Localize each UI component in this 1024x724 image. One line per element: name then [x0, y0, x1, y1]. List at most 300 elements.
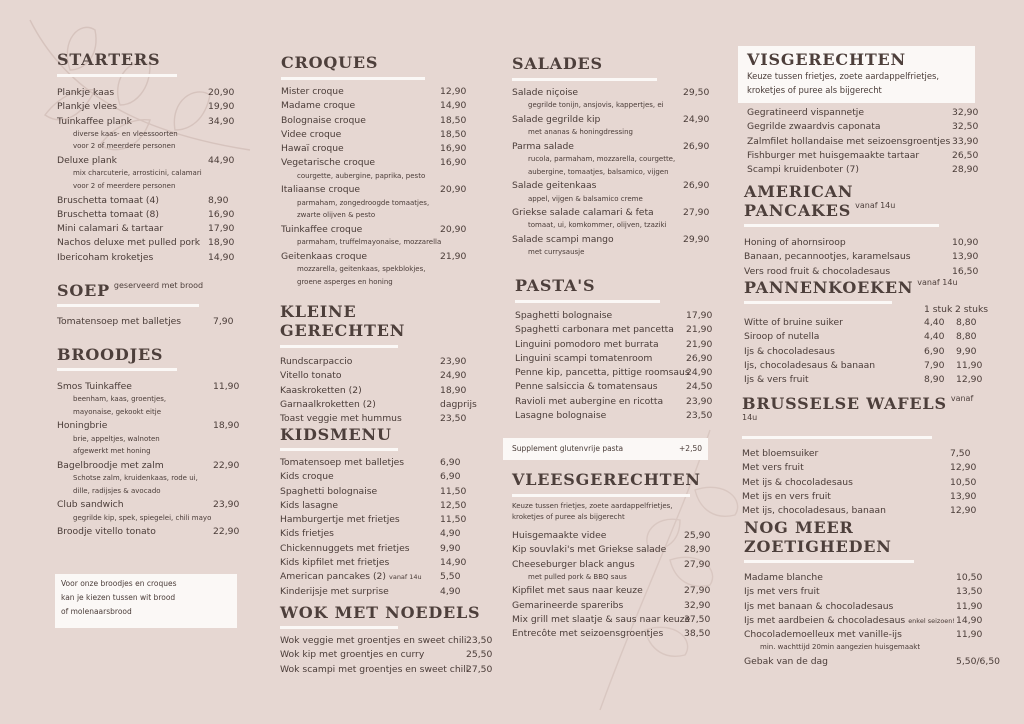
text-line: kroketjes of puree als bijgerecht	[512, 513, 625, 521]
divider	[57, 304, 199, 307]
item-name: Garnaalkroketten (2)	[280, 398, 376, 410]
item-price: 26,90	[683, 140, 710, 152]
item-description: met pulled pork & BBQ saus	[528, 572, 627, 581]
item-name: Tuinkaffee plank	[57, 115, 132, 127]
item-price: 20,90	[440, 223, 467, 235]
item-description: dille, radijsjes & avocado	[73, 486, 161, 495]
item-price: 27,90	[684, 585, 711, 597]
kidsmenu-list	[280, 457, 465, 600]
menu-item	[512, 585, 710, 599]
item-name: Kinderijsje met surprise	[280, 585, 389, 597]
item-price: 24,90	[686, 367, 713, 379]
item-name: Ijs met aardbeien & chocoladesaus enkel seizoen!	[744, 614, 956, 626]
item-price: 13,50	[956, 586, 983, 598]
item-name: Spaghetti carbonara met pancetta	[515, 324, 674, 336]
item-price: 23,90	[686, 395, 713, 407]
item-name: Ibericoham kroketjes	[57, 251, 154, 263]
menu-item	[744, 656, 1001, 670]
divider	[515, 300, 660, 303]
item-price-1-stuk: 4,40	[924, 317, 945, 328]
item-name: Honingbrie	[57, 420, 108, 432]
item-price-2-stuks: 9,90	[956, 345, 977, 357]
item-description: afgewerkt met honing	[73, 447, 151, 456]
item-name: Vitello tonato	[280, 370, 342, 382]
menu-item	[512, 87, 710, 101]
menu-item	[512, 140, 710, 155]
menu-item	[57, 87, 237, 101]
zoetigheden-list	[744, 572, 1001, 670]
vleesgerechten-list	[512, 530, 710, 643]
item-price: 37,50	[684, 614, 711, 626]
item-name: Kids croque	[280, 471, 334, 483]
supplement-box	[503, 438, 708, 460]
menu-item	[281, 184, 467, 198]
item-name: Bagelbroodje met zalm	[57, 459, 164, 471]
menu-item	[280, 649, 495, 663]
item-price: 16,90	[440, 157, 467, 169]
wafels-section	[742, 394, 977, 519]
visgerechten-title: VISGERECHTEN	[747, 50, 906, 69]
item-price: 24,90	[440, 370, 467, 382]
item-tag: vanaf 14u	[388, 573, 422, 582]
supplement-name: Supplement glutenvrije pasta	[512, 444, 624, 453]
starters-section	[57, 50, 237, 266]
item-description: tomaat, ui, komkommer, olijven, tzaziki	[528, 221, 667, 230]
item-name: Gegrilde zwaardvis caponata	[747, 121, 881, 133]
item-name: Tuinkaffee croque	[281, 223, 363, 235]
zoetigheden-title: NOG MEER ZOETIGHEDEN	[744, 518, 892, 556]
item-name: Italiaanse croque	[281, 184, 361, 196]
item-name: Parma salade	[512, 140, 574, 152]
text-line: Keuze tussen frietjes, zoete aardappelfrietjes,	[512, 502, 673, 510]
item-description: met ananas & honingdressing	[528, 128, 633, 137]
item-price: 5,50	[440, 571, 461, 583]
menu-item	[515, 367, 713, 381]
item-name: Scampi kruidenboter (7)	[747, 164, 859, 176]
item-price: 7,50	[950, 448, 971, 459]
item-price: 16,90	[440, 143, 467, 155]
item-price-2-stuks: 8,80	[956, 317, 977, 328]
item-price: 18,50	[440, 128, 467, 140]
kidsmenu-title: KIDSMENU	[280, 425, 392, 444]
item-name: Griekse salade calamari & feta	[512, 207, 654, 219]
item-price: 20,90	[440, 184, 467, 196]
menu-item	[512, 559, 710, 573]
menu-item	[280, 543, 465, 557]
item-description: mix charcuterie, arrosticini, calamari	[73, 169, 202, 178]
salades-title: SALADES	[512, 54, 603, 73]
item-description: parmaham, truffelmayonaise, mozzarella	[297, 238, 442, 247]
item-price: 26,90	[686, 352, 713, 364]
menu-item	[280, 385, 465, 399]
croques-list	[281, 86, 467, 290]
item-name: Madame croque	[281, 100, 356, 112]
menu-item	[744, 374, 984, 388]
item-description: diverse kaas- en vleessoorten	[73, 129, 178, 138]
item-name: Kaaskroketten (2)	[280, 384, 362, 396]
menu-item	[744, 615, 982, 629]
menu-item	[747, 135, 979, 150]
item-name: Met ijs & chocoladesaus	[742, 476, 853, 488]
menu-item	[280, 356, 465, 370]
item-name: Honing of ahornsiroop	[744, 237, 846, 248]
item-description: appel, vijgen & balsamico creme	[528, 194, 643, 203]
text-line: of molenaarsbrood	[61, 607, 132, 616]
divider	[512, 494, 690, 497]
menu-item	[280, 398, 477, 413]
menu-item	[280, 471, 465, 485]
item-name: Kipfilet met saus naar keuze	[512, 585, 643, 597]
item-price: 12,90	[950, 505, 977, 517]
visgerechten-list	[747, 107, 979, 178]
menu-item	[57, 252, 237, 266]
text-line: Voor onze broodjes en croques	[61, 579, 177, 588]
item-price-2-stuks: 12,90	[956, 374, 983, 386]
item-price: 10,50	[956, 572, 983, 583]
wok-section	[280, 603, 495, 678]
menu-item	[742, 476, 977, 491]
item-price: 11,50	[440, 514, 467, 526]
soep-list	[57, 316, 237, 330]
menu-item	[281, 143, 467, 157]
item-name: Met ijs en vers fruit	[742, 490, 831, 502]
broodjes-title: BROODJES	[57, 345, 164, 364]
item-name: Ijs met banaan & chocoladesaus	[744, 600, 894, 612]
item-price: 32,90	[684, 599, 711, 611]
text-line: kan je kiezen tussen wit brood	[61, 593, 176, 602]
item-price: 22,90	[213, 526, 240, 538]
pannenkoeken-note: vanaf 14u	[917, 278, 958, 287]
item-name: Toast veggie met hummus	[280, 413, 402, 425]
menu-item	[281, 114, 467, 129]
menu-item	[744, 251, 979, 265]
visgerechten-section	[747, 107, 979, 178]
pastas-title: PASTA'S	[515, 276, 596, 295]
menu-item	[281, 86, 467, 100]
item-name: Mix grill met slaatje & saus naar keuze	[512, 614, 691, 626]
item-price-1-stuk: 4,40	[924, 331, 945, 343]
item-price: 12,50	[440, 499, 467, 511]
item-price: 23,50	[686, 410, 713, 422]
item-name: Salade scampi mango	[512, 234, 614, 246]
item-price: dagprijs	[440, 398, 477, 410]
item-price: 14,90	[956, 614, 983, 626]
item-name: Tomatensoep met balletjes	[280, 457, 405, 468]
item-description: mozzarella, geitenkaas, spekblokjes,	[297, 265, 426, 274]
item-description: parmaham, zongedroogde tomaatjes,	[297, 198, 430, 207]
col-header-1-stuk: 1 stuk	[924, 304, 953, 315]
visgerechten-header-box	[738, 46, 975, 103]
item-description: beenham, kaas, groentjes,	[73, 395, 167, 404]
item-price: 21,90	[686, 324, 713, 336]
pannenkoeken-column-headers	[744, 304, 989, 317]
menu-item	[280, 571, 465, 585]
pannenkoeken-section	[744, 278, 989, 388]
menu-item	[515, 352, 713, 367]
vleesgerechten-section	[512, 470, 710, 643]
item-price: 20,90	[208, 87, 235, 98]
item-price: 27,50	[466, 663, 493, 675]
item-name: Smos Tuinkaffee	[57, 381, 132, 392]
menu-item	[512, 234, 710, 248]
broodjes-list	[57, 381, 239, 541]
supplement-price: +2,50	[679, 444, 702, 453]
vleesgerechten-description	[512, 501, 710, 523]
divider	[57, 368, 177, 371]
item-price: 23,50	[466, 635, 493, 646]
item-price: 4,90	[440, 585, 461, 597]
american-pancakes-section	[744, 182, 979, 280]
item-name: Ijs & chocoladesaus	[744, 345, 835, 357]
croques-title: CROQUES	[281, 53, 379, 72]
menu-item	[515, 310, 713, 324]
item-name: Wok scampi met groentjes en sweet chili	[280, 663, 469, 675]
item-name: Bruschetta tomaat (4)	[57, 194, 159, 206]
item-name: Bolognaise croque	[281, 114, 366, 126]
item-name: Hamburgertje met frietjes	[280, 514, 400, 526]
item-name: Mini calamari & tartaar	[57, 223, 164, 235]
item-tag: enkel seizoen!	[908, 616, 956, 625]
item-price: 32,50	[952, 121, 979, 133]
item-name: Tomatensoep met balletjes	[57, 316, 182, 327]
visgerechten-description	[747, 69, 966, 97]
salades-list	[512, 87, 710, 261]
soep-note: geserveerd met brood	[113, 281, 204, 290]
item-name: Fishburger met huisgemaakte tartaar	[747, 149, 920, 161]
menu-item	[744, 586, 982, 600]
item-price: 25,90	[684, 530, 711, 541]
item-price-2-stuks: 11,90	[956, 359, 983, 371]
menu-item	[281, 157, 467, 171]
menu-item	[742, 462, 977, 476]
item-price: 29,50	[683, 87, 710, 98]
item-price: 26,90	[683, 180, 710, 192]
item-name: Penne salsiccia & tomatensaus	[515, 381, 658, 393]
menu-item	[515, 410, 713, 424]
menu-item	[515, 395, 713, 410]
item-name: Wok veggie met groentjes en sweet chili	[280, 635, 467, 646]
item-name: Spaghetti bolognaise	[515, 310, 613, 321]
item-name: American pancakes (2) vanaf 14u	[280, 571, 422, 583]
item-price: 18,90	[440, 384, 467, 396]
item-price: 24,50	[686, 381, 713, 393]
soep-section	[57, 281, 237, 330]
divider	[280, 626, 398, 629]
menu-item	[57, 499, 239, 513]
item-name: Plankje vlees	[57, 101, 118, 113]
starters-list	[57, 87, 237, 266]
pannenkoeken-title: PANNENKOEKEN $^{vanaf 14u}$	[744, 278, 958, 297]
item-description: groene asperges en honing	[297, 277, 393, 286]
item-description: voor 2 of meerdere personen	[73, 142, 176, 151]
item-price: 6,90	[440, 471, 461, 483]
wafels-title: BRUSSELSE WAFELS $^{vanaf 14u}$	[742, 394, 974, 422]
item-price: 6,90	[440, 457, 461, 468]
menu-item	[57, 316, 237, 330]
menu-item	[744, 331, 984, 345]
menu-item	[57, 101, 237, 115]
item-price: 11,90	[956, 600, 983, 612]
item-name: Lasagne bolognaise	[515, 410, 607, 422]
menu-item	[281, 250, 467, 265]
item-description: met currysausje	[528, 248, 585, 257]
item-name: Deluxe plank	[57, 155, 117, 167]
item-price: 14,90	[440, 100, 467, 112]
menu-item	[744, 629, 982, 643]
item-name: Vegetarische croque	[281, 157, 376, 169]
item-name: Met ijs, chocoladesaus, banaan	[742, 505, 886, 517]
menu-item	[281, 128, 467, 143]
menu-item	[57, 155, 237, 169]
menu-item	[742, 448, 974, 462]
menu-item	[280, 370, 465, 384]
item-description: aubergine, tomaatjes, balsamico, vijgen	[528, 167, 669, 176]
menu-item	[57, 460, 239, 474]
menu-item	[512, 180, 710, 194]
item-price: 26,50	[952, 149, 979, 161]
menu-item	[744, 346, 984, 360]
item-price: 19,90	[208, 101, 235, 113]
item-name: Gemarineerde spareribs	[512, 599, 624, 611]
broodjes-section	[57, 345, 239, 541]
item-description: rucola, parmaham, mozzarella, courgette,	[528, 155, 676, 164]
menu-item	[512, 544, 710, 558]
item-price: 8,90	[208, 194, 229, 206]
item-price: 22,90	[213, 459, 240, 471]
item-name: Met vers fruit	[742, 462, 804, 474]
american-pancakes-title: AMERICAN PANCAKES $^{vanaf 14u}$	[744, 182, 896, 220]
menu-item	[747, 107, 979, 121]
divider	[744, 560, 914, 563]
item-price: 18,90	[208, 237, 235, 249]
item-price-1-stuk: 6,90	[924, 345, 945, 357]
item-price: 32,90	[952, 107, 979, 118]
item-price: 24,90	[683, 113, 710, 125]
item-price: 33,90	[952, 135, 979, 147]
item-name: Club sandwich	[57, 499, 124, 511]
item-price: 9,90	[440, 542, 461, 554]
menu-item	[512, 600, 710, 614]
wafels-note: vanaf 14u	[742, 394, 974, 422]
menu-item	[280, 457, 465, 471]
menu-item	[512, 113, 710, 128]
menu-item	[744, 572, 982, 586]
item-name: Kids frietjes	[280, 528, 334, 540]
item-name: Kids lasagne	[280, 499, 339, 511]
pastas-list	[515, 310, 713, 424]
item-price: 10,50	[950, 476, 977, 488]
item-price: 14,90	[440, 557, 467, 569]
menu-item	[280, 635, 495, 649]
item-name: Mister croque	[281, 86, 344, 97]
item-price: 11,90	[213, 381, 240, 392]
item-price: 16,50	[952, 265, 979, 277]
item-price: 11,50	[440, 485, 467, 497]
item-price: 4,90	[440, 528, 461, 540]
kidsmenu-section	[280, 425, 465, 600]
american-pancakes-list	[744, 237, 979, 280]
menu-item	[57, 116, 237, 130]
item-price: 12,90	[950, 462, 977, 474]
menu-item	[280, 664, 495, 678]
menu-item	[57, 420, 239, 434]
menu-item	[57, 195, 237, 209]
col-header-2-stuks: 2 stuks	[955, 304, 989, 315]
menu-item	[57, 381, 239, 395]
menu-item	[747, 121, 979, 135]
item-description: gegrilde kip, spek, spiegelei, chili mayo	[73, 513, 212, 522]
menu-item	[744, 317, 984, 331]
menu-item	[512, 207, 710, 221]
item-price: 38,50	[684, 628, 711, 640]
item-price: 14,90	[208, 251, 235, 263]
item-name: Ijs, chocoladesaus & banaan	[744, 359, 876, 371]
item-name: Ravioli met aubergine en ricotta	[515, 395, 664, 407]
item-name: Videe croque	[281, 128, 342, 140]
menu-item	[744, 601, 982, 615]
item-price: 28,90	[684, 544, 711, 556]
item-name: Linguini scampi tomatenroom	[515, 352, 653, 364]
menu-item	[515, 324, 713, 338]
item-price: 44,90	[208, 155, 235, 167]
text-line: kroketjes of puree als bijgerecht	[747, 85, 882, 95]
item-name: Huisgemaakte videe	[512, 530, 607, 541]
item-name: Nachos deluxe met pulled pork	[57, 237, 201, 249]
wok-list	[280, 635, 495, 678]
menu-item	[280, 586, 465, 600]
item-name: Rundscarpaccio	[280, 356, 353, 367]
item-name: Kids kipfilet met frietjes	[280, 557, 390, 569]
item-description: gegrilde tonijn, ansjovis, kappertjes, ei	[528, 101, 664, 110]
soep-title: SOEP $^{geserveerd met brood}$	[57, 281, 204, 300]
item-price: 18,90	[213, 420, 240, 432]
item-price: 18,50	[440, 114, 467, 126]
item-name: Banaan, pecannootjes, karamelsaus	[744, 251, 911, 263]
item-price: 10,90	[952, 237, 979, 248]
item-name: Madame blanche	[744, 572, 823, 583]
item-name: Kip souvlaki's met Griekse salade	[512, 544, 667, 556]
item-name: Bruschetta tomaat (8)	[57, 208, 159, 220]
vleesgerechten-title: VLEESGERECHTEN	[512, 470, 701, 489]
item-price: 27,90	[684, 558, 711, 570]
pannenkoeken-list	[744, 317, 984, 388]
item-description: min. wachttijd 20min aangezien huisgemaakt	[760, 643, 921, 652]
item-price: 25,50	[466, 649, 493, 661]
item-name: Spaghetti bolognaise	[280, 485, 378, 497]
menu-item	[512, 628, 710, 642]
item-name: Zalmfilet hollandaise met seizoensgroentjes	[747, 135, 951, 147]
item-name: Gegratineerd vispannetje	[747, 107, 865, 118]
menu-item	[280, 514, 465, 528]
menu-item	[744, 360, 984, 374]
croques-section	[281, 53, 467, 290]
item-price: 28,90	[952, 164, 979, 176]
item-price: 29,90	[683, 234, 710, 246]
salades-section	[512, 54, 710, 261]
menu-item	[281, 100, 467, 114]
item-description: voor 2 of meerdere personen	[73, 181, 176, 190]
item-name: Ijs met vers fruit	[744, 586, 820, 598]
item-name: Vers rood fruit & chocoladesaus	[744, 265, 891, 277]
item-description: mayonaise, gekookt eitje	[73, 407, 161, 416]
item-name: Siroop of nutella	[744, 331, 820, 343]
item-price: 23,90	[440, 356, 467, 367]
item-price: 7,90	[213, 316, 234, 327]
divider	[280, 345, 398, 348]
item-description: courgette, aubergine, paprika, pesto	[297, 171, 426, 180]
item-name: Wok kip met groentjes en curry	[280, 649, 425, 661]
broodjes-note-box	[55, 574, 237, 628]
